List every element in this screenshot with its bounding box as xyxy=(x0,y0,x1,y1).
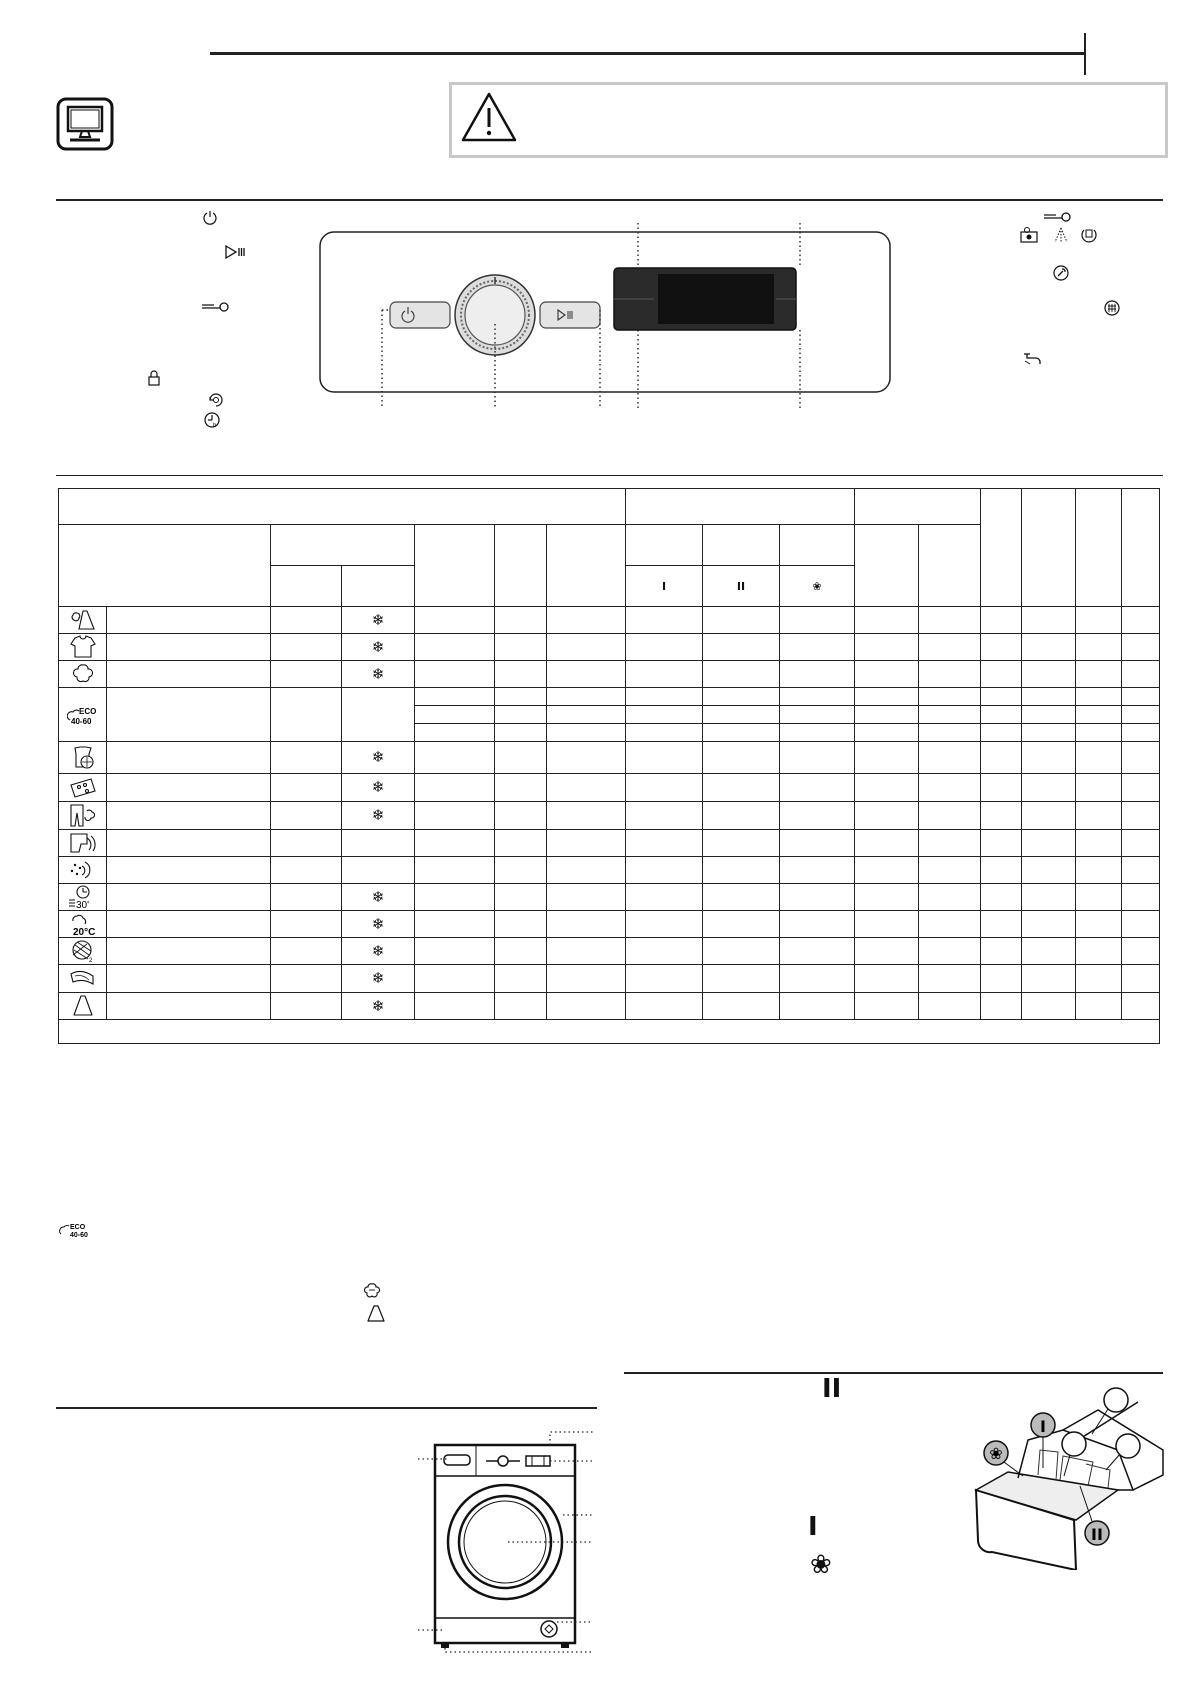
key-lock-icon xyxy=(200,300,230,314)
delay-timer-icon xyxy=(203,411,221,429)
eco-40-60-icon xyxy=(59,688,107,742)
compartment-1-mark: I xyxy=(626,566,703,607)
top-rule xyxy=(210,52,1085,55)
rinse-spin-icon xyxy=(59,830,107,857)
drawer-callout-1: I xyxy=(1040,1417,1046,1436)
table-row xyxy=(59,607,1160,634)
cold-wash-icon: ❄ xyxy=(371,611,385,629)
lock-icon xyxy=(146,370,162,386)
sport-icon xyxy=(59,742,107,774)
start-pause-icon xyxy=(224,244,246,260)
cold-wash-icon: ❄ xyxy=(371,665,385,683)
eco-range-label: 40-60 xyxy=(70,1232,88,1239)
table-row xyxy=(59,742,1160,774)
compartment-2-mark: II xyxy=(703,566,780,607)
program-table xyxy=(58,488,1160,1044)
cold-wash-icon: ❄ xyxy=(371,888,385,906)
rinse-spin-icon xyxy=(207,391,225,409)
section-rule-program-table xyxy=(56,475,1163,476)
washing-machine-drawing xyxy=(418,1420,598,1654)
table-row xyxy=(59,688,1160,706)
table-row xyxy=(59,634,1160,661)
compartment-2-mark: II xyxy=(822,1374,842,1404)
stain-removal-icon xyxy=(1019,226,1039,244)
jeans-mixed-icon xyxy=(59,802,107,830)
spin-icon xyxy=(1080,226,1098,244)
svg-text:20°C: 20°C xyxy=(72,927,95,937)
warning-icon xyxy=(460,91,518,143)
cotton-icon xyxy=(59,661,107,688)
table-row xyxy=(59,965,1160,993)
grid-icon xyxy=(1103,299,1121,317)
table-row xyxy=(59,774,1160,802)
synthetics-icon xyxy=(366,1304,386,1324)
service-icon xyxy=(1052,264,1070,282)
table-header-row-1 xyxy=(59,489,1160,525)
table-row xyxy=(59,884,1160,911)
cold-wash-icon: ❄ xyxy=(371,749,385,766)
drain-spin-icon xyxy=(59,857,107,884)
table-row xyxy=(59,830,1160,857)
key-lock-icon xyxy=(1042,210,1072,224)
cold-wash-icon: ❄ xyxy=(371,779,385,796)
table-row xyxy=(59,938,1160,965)
table-footer-row xyxy=(59,1020,1160,1044)
steam-icon xyxy=(1051,226,1071,244)
section-rule-machine xyxy=(56,1407,597,1409)
drawer-callout-2: II xyxy=(1091,1525,1103,1544)
compartment-1-mark: I xyxy=(808,1512,818,1542)
cold-wash-icon: ❄ xyxy=(371,915,385,933)
water-tap-icon xyxy=(1022,350,1044,368)
rapid-30-icon xyxy=(59,884,107,911)
svg-text:30': 30' xyxy=(75,900,89,910)
softener-compartment-mark: ❀ xyxy=(810,1550,832,1580)
cold-wash-icon: ❄ xyxy=(371,638,385,656)
wool-icon xyxy=(59,938,107,965)
svg-text:ECO: ECO xyxy=(78,706,96,716)
cold-wash-icon: ❄ xyxy=(371,970,385,987)
monitor-icon xyxy=(56,97,114,151)
warning-box xyxy=(449,82,1168,158)
synthetics-icon xyxy=(59,993,107,1020)
section-rule-control-panel xyxy=(56,199,1163,201)
cotton-20c-icon xyxy=(59,911,107,938)
table-row xyxy=(59,993,1160,1020)
silk-icon xyxy=(59,965,107,993)
svg-text:2: 2 xyxy=(88,958,92,964)
svg-text:40-60: 40-60 xyxy=(70,716,91,726)
control-panel-drawing xyxy=(318,218,898,408)
table-row xyxy=(59,802,1160,830)
power-icon xyxy=(202,209,218,225)
table-row xyxy=(59,911,1160,938)
delicates-icon xyxy=(59,774,107,802)
cotton-icon xyxy=(362,1281,382,1299)
shirt-icon xyxy=(59,634,107,661)
eco-label: ECO xyxy=(70,1224,86,1231)
cotton-mixed-icon xyxy=(59,607,107,634)
cold-wash-icon: ❄ xyxy=(371,942,385,960)
table-row xyxy=(59,661,1160,688)
detergent-drawer-drawing xyxy=(968,1380,1164,1570)
cold-wash-icon: ❄ xyxy=(371,807,385,824)
top-rule-tick xyxy=(1084,33,1086,75)
eco-40-60-icon xyxy=(58,1220,98,1240)
svg-text:h: h xyxy=(213,423,217,429)
softener-compartment-mark: ❀ xyxy=(780,566,855,607)
table-row xyxy=(59,857,1160,884)
section-rule-detergent xyxy=(624,1372,1163,1374)
drawer-callout-softener: ❀ xyxy=(989,1444,1003,1463)
cold-wash-icon: ❄ xyxy=(371,997,385,1015)
